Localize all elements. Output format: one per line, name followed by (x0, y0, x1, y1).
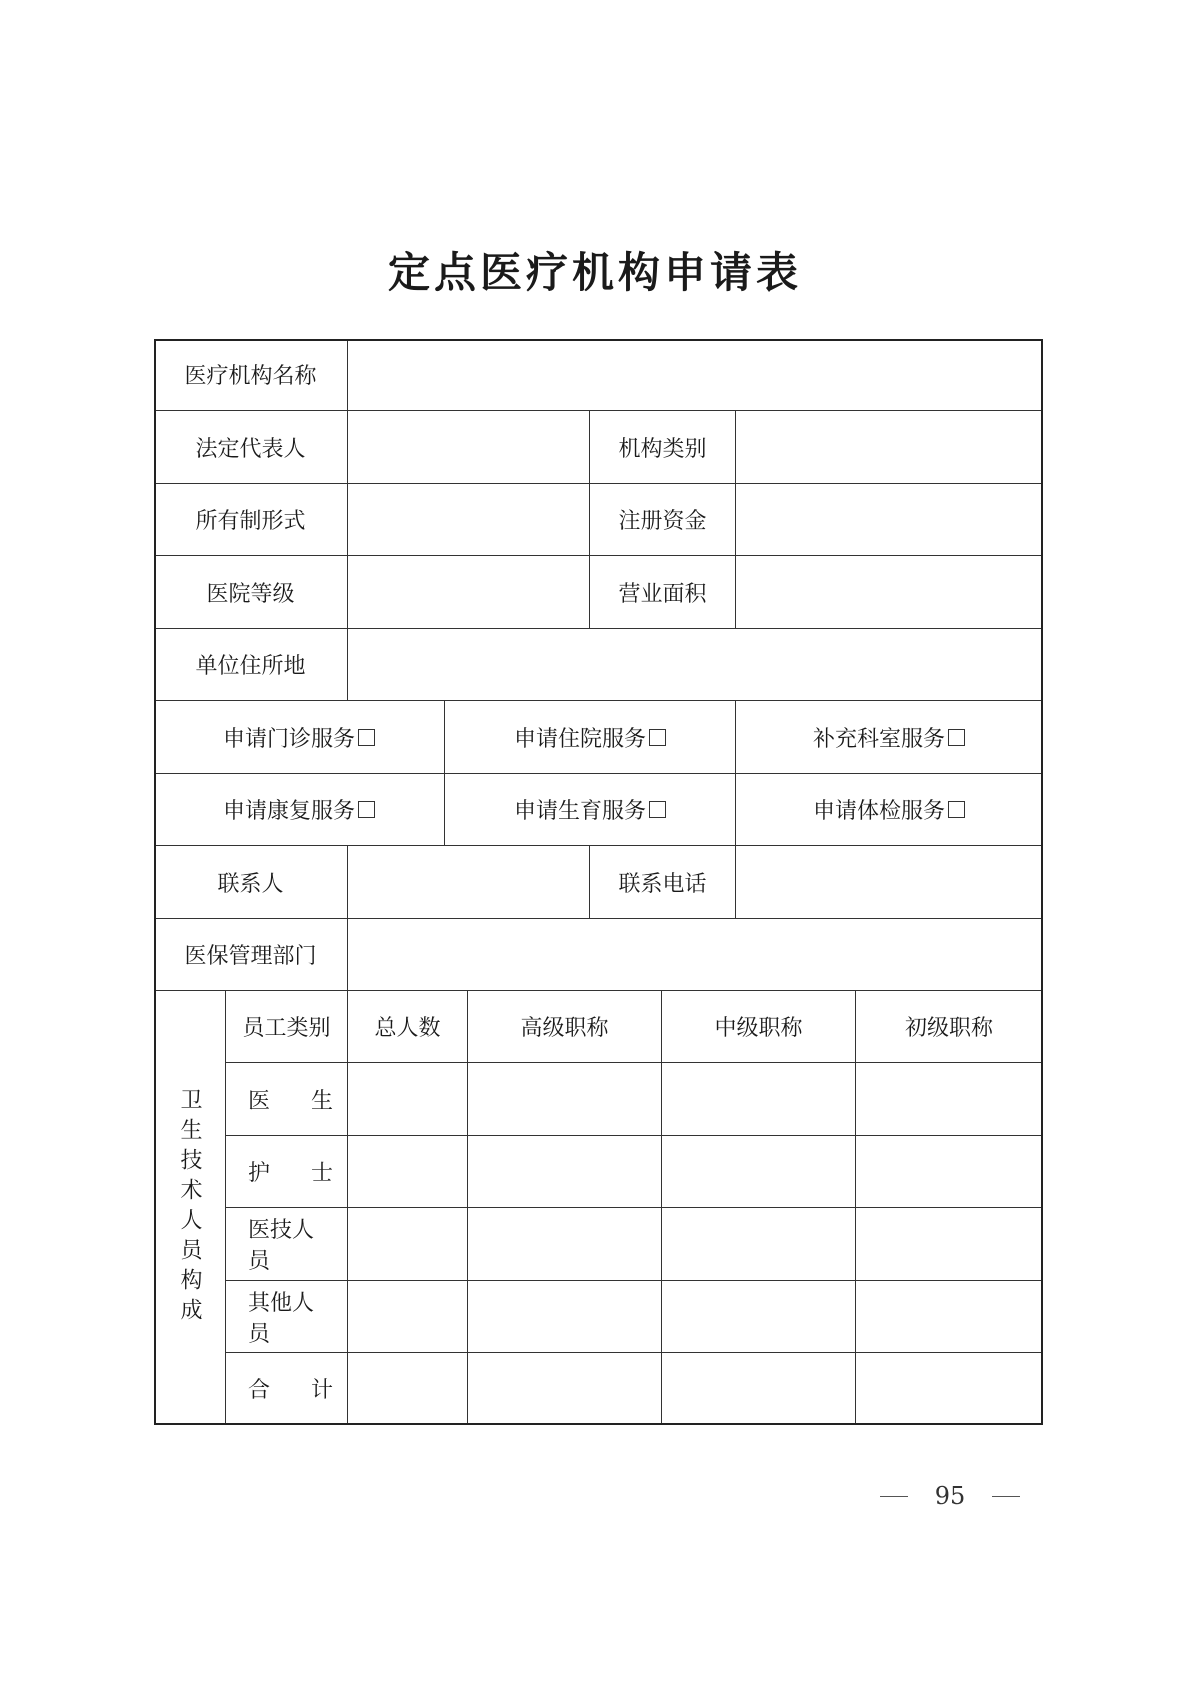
staff-header-category: 员工类别 (226, 991, 348, 1063)
service-department[interactable] (736, 701, 1043, 774)
institution-type-label: 机构类别 (590, 411, 736, 484)
staff-total-senior[interactable] (468, 1353, 662, 1425)
staff-header-total: 总人数 (348, 991, 468, 1063)
service-outpatient-checkbox[interactable] (358, 729, 375, 746)
service-department-label: 补充科室服务 (812, 726, 945, 752)
staff-other-senior[interactable] (468, 1281, 662, 1353)
business-area-label: 营业面积 (590, 556, 736, 629)
hospital-level-label: 医院等级 (154, 556, 348, 629)
staff-other-total[interactable] (348, 1281, 468, 1353)
service-inpatient[interactable] (445, 701, 736, 774)
staff-nurse-senior[interactable] (468, 1136, 662, 1208)
staff-row-nurse-first: 护 (248, 1161, 271, 1186)
contact-field[interactable] (348, 846, 590, 919)
staff-row-doctor-label (226, 1063, 348, 1136)
staff-other-intermediate[interactable] (662, 1281, 856, 1353)
staff-row-nurse-label (226, 1136, 348, 1208)
contact-phone-label: 联系电话 (590, 846, 736, 919)
staff-row-total-first: 合 (248, 1378, 271, 1403)
staff-doctor-junior[interactable] (856, 1063, 1043, 1136)
staff-section-text: 卫生技术人员构成 (177, 1087, 202, 1328)
legal-rep-field[interactable] (348, 411, 590, 484)
staff-doctor-intermediate[interactable] (662, 1063, 856, 1136)
staff-header-intermediate: 中级职称 (662, 991, 856, 1063)
staff-technician-intermediate[interactable] (662, 1208, 856, 1281)
staff-row-technician-first: 医技人员 (248, 1218, 315, 1274)
service-checkup-label: 申请体检服务 (812, 799, 945, 824)
staff-nurse-intermediate[interactable] (662, 1136, 856, 1208)
page-footer (880, 1482, 1020, 1510)
institution-type-field[interactable] (736, 411, 1043, 484)
staff-row-other-label (226, 1281, 348, 1353)
staff-technician-junior[interactable] (856, 1208, 1043, 1281)
service-inpatient-checkbox[interactable] (649, 729, 666, 746)
footer-dash-right (992, 1496, 1020, 1497)
staff-doctor-senior[interactable] (468, 1063, 662, 1136)
staff-row-total-label (226, 1353, 348, 1425)
service-outpatient-label: 申请门诊服务 (222, 726, 355, 752)
ownership-field[interactable] (348, 484, 590, 556)
staff-row-other-first: 其他人员 (248, 1290, 315, 1347)
service-maternity[interactable] (445, 774, 736, 846)
service-checkup-checkbox[interactable] (948, 801, 965, 818)
business-area-field[interactable] (736, 556, 1043, 629)
staff-total-intermediate[interactable] (662, 1353, 856, 1425)
footer-dash-left (880, 1496, 908, 1497)
staff-other-junior[interactable] (856, 1281, 1043, 1353)
institution-name-field[interactable] (348, 339, 1043, 411)
contact-label: 联系人 (154, 846, 348, 919)
service-maternity-checkbox[interactable] (649, 801, 666, 818)
page-number: 95 (934, 1482, 966, 1510)
legal-rep-label: 法定代表人 (154, 411, 348, 484)
service-rehab-checkbox[interactable] (358, 801, 375, 818)
staff-total-junior[interactable] (856, 1353, 1043, 1425)
staff-header-junior: 初级职称 (856, 991, 1043, 1063)
service-checkup[interactable] (736, 774, 1043, 846)
service-rehab-label: 申请康复服务 (222, 799, 355, 824)
staff-row-technician-label (226, 1208, 348, 1281)
service-maternity-label: 申请生育服务 (513, 799, 646, 824)
staff-technician-total[interactable] (348, 1208, 468, 1281)
page-title: 定点医疗机构申请表 (387, 248, 802, 297)
service-inpatient-label: 申请住院服务 (513, 726, 646, 752)
address-field[interactable] (348, 629, 1043, 701)
address-label: 单位住所地 (154, 629, 348, 701)
staff-header-senior: 高级职称 (468, 991, 662, 1063)
ownership-label: 所有制形式 (154, 484, 348, 556)
registered-capital-field[interactable] (736, 484, 1043, 556)
staff-nurse-junior[interactable] (856, 1136, 1043, 1208)
staff-row-nurse-last: 士 (310, 1161, 333, 1186)
insurance-dept-field[interactable] (348, 919, 1043, 991)
contact-phone-field[interactable] (736, 846, 1043, 919)
staff-row-doctor-first: 医 (248, 1088, 271, 1114)
staff-total-total[interactable] (348, 1353, 468, 1425)
staff-doctor-total[interactable] (348, 1063, 468, 1136)
staff-nurse-total[interactable] (348, 1136, 468, 1208)
service-department-checkbox[interactable] (948, 729, 965, 746)
staff-row-doctor-last: 生 (310, 1088, 333, 1114)
service-rehab[interactable] (154, 774, 445, 846)
staff-section-label (154, 991, 226, 1425)
institution-name-label: 医疗机构名称 (154, 339, 348, 411)
registered-capital-label: 注册资金 (590, 484, 736, 556)
hospital-level-field[interactable] (348, 556, 590, 629)
service-outpatient[interactable] (154, 701, 445, 774)
staff-row-total-last: 计 (310, 1378, 333, 1403)
staff-technician-senior[interactable] (468, 1208, 662, 1281)
insurance-dept-label: 医保管理部门 (154, 919, 348, 991)
